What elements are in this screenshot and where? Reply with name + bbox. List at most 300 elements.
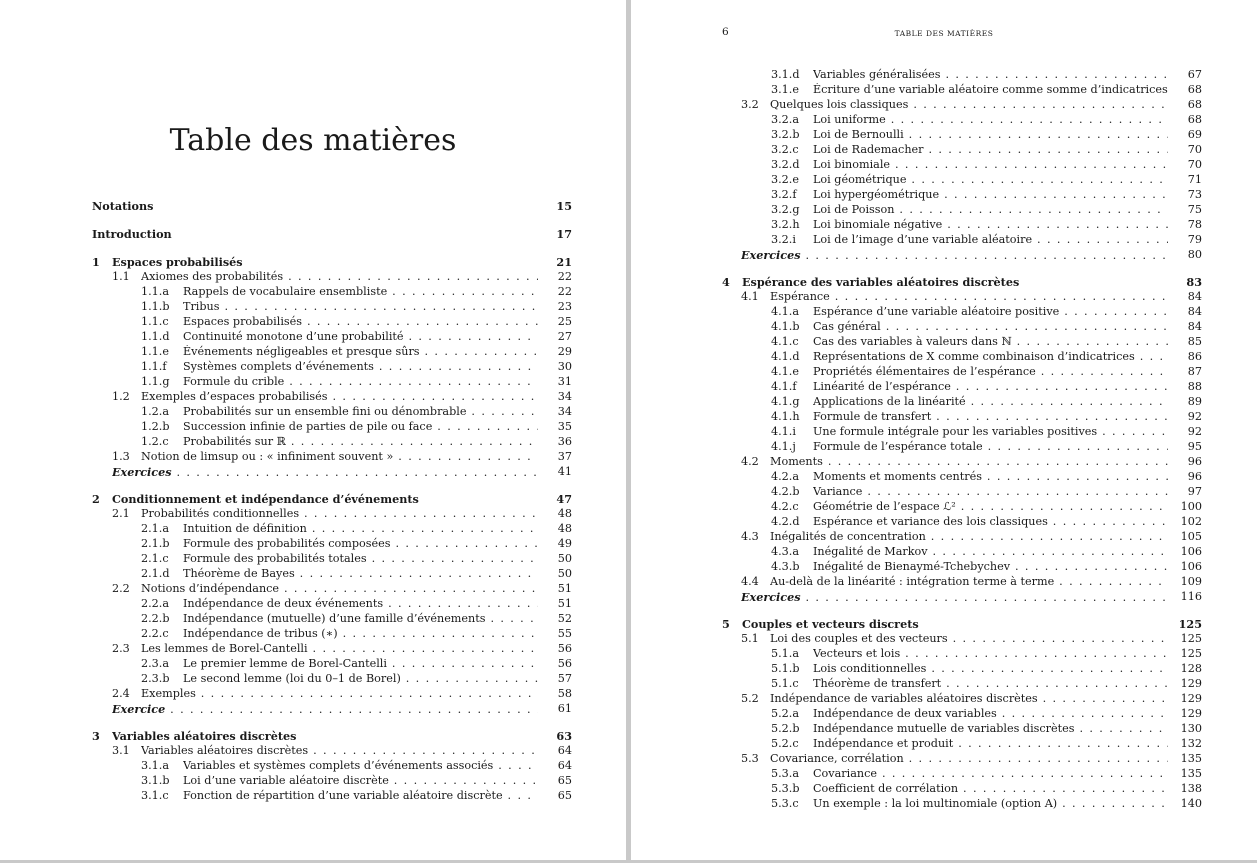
toc-entry	[741, 692, 1202, 706]
toc-entry-page: 31	[557, 375, 572, 388]
toc-entry-title	[183, 300, 538, 314]
toc-entry-page: 22	[557, 285, 572, 298]
toc-entry-number: 5.2.c	[771, 737, 799, 750]
toc-entry-title-text: Formule des probabilités totales	[183, 552, 367, 565]
toc-entry	[741, 248, 1202, 262]
toc-entry-page: 92	[1187, 425, 1202, 438]
toc-entry	[741, 632, 1202, 646]
toc-entry-title-text: Covariance	[813, 767, 877, 780]
toc-entry-number: 2.3.b	[141, 672, 170, 685]
toc-entry-page: 57	[557, 672, 572, 685]
toc-entry-title-text: Une formule intégrale pour les variables positives	[813, 425, 1098, 438]
toc-entry	[141, 345, 572, 359]
toc-entry-page: 129	[1180, 692, 1202, 705]
toc-entry	[112, 450, 572, 464]
toc-entry-title	[183, 345, 538, 359]
toc-entry-number: 1.3	[112, 450, 130, 463]
toc-entry-title-text: Succession infinie de parties de pile ou face	[183, 420, 433, 433]
toc-entry-page: 48	[557, 507, 572, 520]
toc-entry-title	[183, 612, 538, 626]
toc-entry-number: 5.1	[741, 632, 759, 645]
toc-entry	[141, 597, 572, 611]
toc-entry-title-text: Moments et moments centrés	[813, 470, 982, 483]
header-running-title: TABLE DES MATIÈRES	[894, 29, 994, 38]
toc-entry-title	[813, 203, 1168, 217]
toc-entry-title	[183, 315, 538, 329]
toc-entry	[771, 440, 1202, 454]
toc-entry-title-text: Exemples d’espaces probabilisés	[141, 390, 328, 403]
toc-entry-title	[813, 707, 1168, 721]
toc-entry-title	[813, 767, 1168, 781]
toc-entry-title-text: Inégalités de concentration	[770, 530, 926, 543]
toc-entry	[771, 545, 1202, 559]
toc-entry-title-text: Indépendance de deux variables	[813, 707, 997, 720]
toc-entry-page: 65	[557, 789, 572, 802]
toc-entry-number: 5.3.c	[771, 797, 799, 810]
toc-entry-title-text: Le premier lemme de Borel-Cantelli	[183, 657, 387, 670]
toc-entry-title	[141, 450, 538, 464]
toc-entry-title-text: Continuité monotone d’une probabilité	[183, 330, 404, 343]
toc-entry-page: 36	[557, 435, 572, 448]
toc-entry-page: 23	[557, 300, 572, 313]
toc-entry-title-text: Événements négligeables et presque sûrs	[183, 345, 420, 358]
toc-entry-title-text: Probabilités sur un ensemble fini ou dénombrable	[183, 405, 467, 418]
toc-entry-page: 84	[1187, 305, 1202, 318]
toc-entry-page: 130	[1180, 722, 1202, 735]
toc-entry-number: 3.2.e	[771, 173, 799, 186]
toc-entry-page: 95	[1187, 440, 1202, 453]
toc-entry-title-text: Loi de Poisson	[813, 203, 895, 216]
toc-entry-title	[813, 470, 1168, 484]
toc-entry	[112, 465, 572, 479]
toc-entry-number: 4.1.g	[771, 395, 800, 408]
toc-entry-title-text: Probabilités sur ℝ	[183, 435, 286, 448]
toc-entry-title	[183, 672, 538, 686]
toc-entry-title-text: Conditionnement et indépendance d’événements	[112, 492, 419, 506]
toc-entry-number: 1.2.b	[141, 420, 170, 433]
toc-entry	[771, 83, 1202, 97]
toc-entry-page: 105	[1180, 530, 1202, 543]
toc-entry-title-text: Espérance et variance des lois classiques	[813, 515, 1048, 528]
toc-entry-number: 4.3	[741, 530, 759, 543]
toc-entry-title	[813, 797, 1168, 811]
toc-entry	[771, 68, 1202, 82]
toc-entry-page: 83	[1186, 275, 1202, 289]
toc-entry-title-text: Espaces probabilisés	[183, 315, 302, 328]
toc-entry-number: 3.1.e	[771, 83, 799, 96]
toc-entry-number: 4.1.h	[771, 410, 800, 423]
toc-entry-number: 2.2	[112, 582, 130, 595]
toc-entry-page: 51	[557, 597, 572, 610]
toc-entry-number: 2.1	[112, 507, 130, 520]
toc-entry-title-text: Axiomes des probabilités	[141, 270, 284, 283]
toc-entry-number: 2.2.a	[141, 597, 170, 610]
toc-entry-number: 1.1.d	[141, 330, 170, 343]
toc-entry-page: 125	[1180, 632, 1202, 645]
toc-entry	[141, 330, 572, 344]
toc-entry	[141, 300, 572, 314]
toc-entry-page: 65	[557, 774, 572, 787]
toc-entry-title-text: Rappels de vocabulaire ensembliste	[183, 285, 388, 298]
toc-entry-page: 55	[557, 627, 572, 640]
toc-entry	[771, 797, 1202, 811]
toc-entry-page: 48	[557, 522, 572, 535]
toc-entry-page: 138	[1180, 782, 1202, 795]
toc-entry-page: 70	[1187, 143, 1202, 156]
toc-entry-number: 5.1.a	[771, 647, 800, 660]
toc-entry-title	[813, 188, 1168, 202]
toc-entry	[112, 642, 572, 656]
toc-entry-title-text: Exercices	[741, 590, 801, 604]
toc-entry-title	[741, 248, 1168, 263]
toc-entry-page: 116	[1180, 590, 1202, 603]
toc-entry-title-text: Covariance, corrélation	[770, 752, 904, 765]
toc-entry	[141, 285, 572, 299]
toc-entry-title-text: Vecteurs et lois	[813, 647, 901, 660]
toc-entry-title	[813, 350, 1168, 364]
toc-entry-number: 5	[722, 617, 730, 631]
toc-entry	[92, 199, 572, 213]
toc-entry-title	[112, 465, 538, 480]
toc-entry-number: 3.2.h	[771, 218, 800, 231]
toc-entry	[771, 470, 1202, 484]
toc-entry	[771, 320, 1202, 334]
toc-entry-title-text: Loi de l’image d’une variable aléatoire	[813, 233, 1033, 246]
toc-entry-title	[141, 744, 538, 758]
toc-entry-title	[813, 677, 1168, 691]
toc-entry	[771, 128, 1202, 142]
toc-entry	[771, 782, 1202, 796]
toc-entry-title-text: Notion de limsup ou : « infiniment souvent »	[141, 450, 394, 463]
toc-entry-number: 5.2	[741, 692, 759, 705]
toc-entry-number: 5.2.b	[771, 722, 800, 735]
toc-entry-title	[183, 360, 538, 374]
toc-entry-title	[92, 227, 538, 241]
toc-entry-title-text: Loi binomiale	[813, 158, 891, 171]
toc-entry	[771, 113, 1202, 127]
toc-entry	[141, 522, 572, 536]
toc-entry	[771, 707, 1202, 721]
toc-entry-page: 58	[557, 687, 572, 700]
toc-entry-title	[813, 335, 1168, 349]
toc-entry-number: 4.1.i	[771, 425, 796, 438]
toc-entry-number: 1.1	[112, 270, 130, 283]
toc-entry-title-text: Lois conditionnelles	[813, 662, 927, 675]
toc-entry-page: 35	[557, 420, 572, 433]
toc-entry-page: 84	[1187, 320, 1202, 333]
toc-entry-title	[813, 395, 1168, 409]
toc-entry-number: 3.2.c	[771, 143, 799, 156]
toc-entry-title	[813, 218, 1168, 232]
toc-entry-title-text: Systèmes complets d’événements	[183, 360, 374, 373]
toc-entry	[141, 537, 572, 551]
toc-entry-number: 2.4	[112, 687, 130, 700]
toc-entry	[741, 575, 1202, 589]
toc-entry-page: 92	[1187, 410, 1202, 423]
toc-entry-title	[813, 305, 1168, 319]
toc-entry-title-text: Théorème de Bayes	[183, 567, 295, 580]
toc-entry-title	[112, 702, 538, 717]
toc-entry-page: 17	[556, 227, 572, 241]
toc-entry-number: 4.1.e	[771, 365, 799, 378]
toc-entry-page: 29	[557, 345, 572, 358]
toc-entry-title	[813, 515, 1168, 529]
toc-entry-title	[813, 113, 1168, 127]
toc-entry-title	[813, 173, 1168, 187]
toc-entry-page: 64	[557, 744, 572, 757]
toc-entry-number: 4.2.c	[771, 500, 799, 513]
toc-entry-page: 50	[557, 567, 572, 580]
toc-entry-number: 1	[92, 255, 100, 269]
toc-entry-number: 4.1.b	[771, 320, 800, 333]
toc-entry-title-text: Indépendance de variables aléatoires discrètes	[770, 692, 1038, 705]
toc-entry-page: 56	[557, 642, 572, 655]
toc-entry-number: 4.2.d	[771, 515, 800, 528]
toc-entry	[92, 729, 572, 743]
toc-entry-title	[183, 537, 538, 551]
toc-entry-number: 3.1.c	[141, 789, 169, 802]
toc-entry-title	[92, 199, 538, 213]
toc-entry-title	[813, 233, 1168, 247]
toc-entry-number: 4	[722, 275, 730, 289]
toc-entry-title	[183, 627, 538, 641]
toc-entry-page: 47	[556, 492, 572, 506]
toc-entry-number: 3.2.b	[771, 128, 800, 141]
toc-entry-title	[770, 290, 1168, 304]
toc-entry-title	[183, 552, 538, 566]
toc-entry-title-text: Cas des variables à valeurs dans ℕ	[813, 335, 1012, 348]
toc-entry-page: 56	[557, 657, 572, 670]
toc-entry	[141, 435, 572, 449]
toc-entry-page: 87	[1187, 365, 1202, 378]
toc-entry-title	[141, 642, 538, 656]
toc-entry-title-text: Loi de Rademacher	[813, 143, 924, 156]
toc-entry-title	[183, 375, 538, 389]
toc-entry	[741, 290, 1202, 304]
toc-entry-page: 79	[1187, 233, 1202, 246]
toc-entry-title-text: Propriétés élémentaires de l’espérance	[813, 365, 1036, 378]
toc-entry-number: 3.1	[112, 744, 130, 757]
toc-entry-title	[183, 405, 538, 419]
toc-entry-title	[770, 692, 1168, 706]
toc-entry-title	[813, 500, 1168, 514]
toc-entry-number: 2.1.c	[141, 552, 169, 565]
toc-entry-title	[112, 729, 538, 743]
toc-entry-page: 69	[1187, 128, 1202, 141]
toc-entry-number: 3.2.d	[771, 158, 800, 171]
toc-entry-title	[813, 68, 1168, 82]
toc-entry-title-text: Un exemple : la loi multinomiale (option A)	[813, 797, 1058, 810]
toc-entry-page: 25	[557, 315, 572, 328]
toc-entry-page: 73	[1187, 188, 1202, 201]
toc-entry-page: 63	[556, 729, 572, 743]
toc-entry-title-text: Espérance d’une variable aléatoire positive	[813, 305, 1060, 318]
toc-entry-page: 68	[1187, 113, 1202, 126]
toc-entry-title-text: Notions d’indépendance	[141, 582, 280, 595]
right-page	[631, 0, 1257, 860]
toc-entry-number: 2.2.b	[141, 612, 170, 625]
toc-entry-title-text: Inégalité de Bienaymé-Tchebychev	[813, 560, 1011, 573]
toc-entry-page: 41	[557, 465, 572, 478]
toc-entry-page: 125	[1178, 617, 1202, 631]
toc-entry	[141, 360, 572, 374]
toc-entry-title-text: Représentations de X comme combinaison d’indicatrices	[813, 350, 1135, 363]
toc-entry-title	[770, 530, 1168, 544]
toc-entry	[141, 375, 572, 389]
toc-entry-title-text: Exercices	[112, 465, 172, 479]
toc-entry-number: 2.2.c	[141, 627, 169, 640]
toc-entry-title	[813, 410, 1168, 424]
toc-entry	[741, 455, 1202, 469]
toc-entry	[141, 552, 572, 566]
toc-entry	[141, 612, 572, 626]
toc-entry	[771, 485, 1202, 499]
toc-entry-page: 22	[557, 270, 572, 283]
toc-entry-title-text: Formule de transfert	[813, 410, 932, 423]
toc-entry-number: 3.1.b	[141, 774, 170, 787]
toc-entry	[141, 657, 572, 671]
toc-entry	[741, 530, 1202, 544]
toc-entry-title-text: Variables aléatoires discrètes	[112, 729, 297, 743]
toc-entry-title-text: Indépendance de tribus (∗)	[183, 627, 338, 640]
toc-entry-number: 1.2.a	[141, 405, 170, 418]
toc-entry	[771, 173, 1202, 187]
toc-entry-page: 61	[557, 702, 572, 715]
toc-entry-page: 30	[557, 360, 572, 373]
toc-entry-title-text: Loi géométrique	[813, 173, 907, 186]
toc-entry	[722, 275, 1202, 289]
toc-entry-title	[770, 575, 1168, 589]
toc-entry-page: 70	[1187, 158, 1202, 171]
toc-entry	[141, 315, 572, 329]
toc-entry-page: 135	[1180, 752, 1202, 765]
toc-entry-title-text: Tribus	[183, 300, 220, 313]
toc-entry-title-text: Indépendance et produit	[813, 737, 954, 750]
toc-entry-title	[813, 158, 1168, 172]
toc-entry	[771, 500, 1202, 514]
toc-entry-title-text: Espérance des variables aléatoires discrètes	[742, 275, 1020, 289]
toc-entry	[112, 744, 572, 758]
toc-entry-title-text: Au-delà de la linéarité : intégration terme à terme	[770, 575, 1055, 588]
toc-entry-title-text: Formule du crible	[183, 375, 285, 388]
toc-entry	[771, 335, 1202, 349]
toc-entry-title	[742, 617, 1168, 631]
toc-entry-page: 68	[1187, 83, 1202, 96]
toc-entry-page: 100	[1180, 500, 1202, 513]
toc-entry-title-text: Indépendance mutuelle de variables discrètes	[813, 722, 1075, 735]
toc-entry-title	[183, 420, 538, 434]
toc-entry-title	[813, 722, 1168, 736]
toc-entry	[771, 218, 1202, 232]
toc-entry-title	[813, 782, 1168, 796]
toc-entry-page: 135	[1180, 767, 1202, 780]
toc-entry-title	[183, 789, 538, 803]
toc-entry-number: 2.1.b	[141, 537, 170, 550]
toc-entry-title	[813, 365, 1168, 379]
toc-entry-number: 4.2	[741, 455, 759, 468]
toc-entry-number: 4.4	[741, 575, 759, 588]
toc-entry-number: 5.3.b	[771, 782, 800, 795]
toc-entry-title	[183, 435, 538, 449]
toc-entry-page: 34	[557, 405, 572, 418]
toc-entry	[722, 617, 1202, 631]
toc-entry	[112, 582, 572, 596]
toc-entry	[771, 350, 1202, 364]
toc-entry-page: 106	[1180, 560, 1202, 573]
toc-entry	[771, 233, 1202, 247]
toc-entry-page: 106	[1180, 545, 1202, 558]
toc-entry-page: 64	[557, 759, 572, 772]
toc-entry-title-text: Moments	[770, 455, 823, 468]
toc-entry-number: 3.2.g	[771, 203, 800, 216]
toc-entry-title	[813, 128, 1168, 142]
toc-entry-title	[813, 83, 1168, 97]
toc-entry-title-text: Linéarité de l’espérance	[813, 380, 951, 393]
toc-entry-page: 132	[1180, 737, 1202, 750]
toc-entry-title-text: Loi d’une variable aléatoire discrète	[183, 774, 389, 787]
toc-entry-number: 1.2.c	[141, 435, 169, 448]
toc-entry	[771, 737, 1202, 751]
toc-entry	[741, 590, 1202, 604]
toc-entry	[771, 560, 1202, 574]
toc-entry	[771, 188, 1202, 202]
toc-entry-title-text: Théorème de transfert	[813, 677, 942, 690]
toc-entry-number: 5.1.c	[771, 677, 799, 690]
toc-entry	[741, 98, 1202, 112]
toc-entry	[141, 789, 572, 803]
toc-entry-title	[813, 662, 1168, 676]
toc-entry-page: 50	[557, 552, 572, 565]
toc-entry-number: 2.3	[112, 642, 130, 655]
toc-entry-title	[813, 485, 1168, 499]
toc-entry-number: 1.1.f	[141, 360, 167, 373]
toc-entry-title	[112, 492, 538, 506]
toc-entry-title	[770, 455, 1168, 469]
toc-entry-title-text: Loi uniforme	[813, 113, 886, 126]
toc-entry-title-text: Variables et systèmes complets d’événements associés	[183, 759, 494, 772]
toc-entry	[771, 395, 1202, 409]
toc-entry-title-text: Les lemmes de Borel-Cantelli	[141, 642, 308, 655]
toc-entry	[771, 143, 1202, 157]
toc-entry-title	[183, 285, 538, 299]
toc-entry-page: 80	[1187, 248, 1202, 261]
toc-entry	[141, 774, 572, 788]
toc-entry	[92, 492, 572, 506]
toc-entry-title-text: Formule de l’espérance totale	[813, 440, 983, 453]
toc-entry	[771, 722, 1202, 736]
toc-entry-number: 4.1	[741, 290, 759, 303]
toc-entry-page: 96	[1187, 470, 1202, 483]
toc-entry-title-text: Loi binomiale négative	[813, 218, 943, 231]
left-page	[0, 0, 626, 860]
toc-entry-title-text: Inégalité de Markov	[813, 545, 928, 558]
toc-entry-page: 97	[1187, 485, 1202, 498]
toc-entry	[141, 759, 572, 773]
page-title: Table des matières	[169, 123, 457, 158]
toc-entry-title-text: Variance	[813, 485, 863, 498]
toc-entry-title-text: Espérance	[770, 290, 830, 303]
toc-entry-number: 4.1.a	[771, 305, 800, 318]
toc-entry-title	[813, 545, 1168, 559]
toc-entry-page: 75	[1187, 203, 1202, 216]
toc-entry-title-text: Fonction de répartition d’une variable aléatoire discrète	[183, 789, 503, 802]
toc-entry-title	[813, 143, 1168, 157]
toc-entry	[771, 380, 1202, 394]
toc-entry-title-text: Loi de Bernoulli	[813, 128, 904, 141]
toc-entry-title-text: Couples et vecteurs discrets	[742, 617, 919, 631]
toc-entry-number: 2.1.a	[141, 522, 170, 535]
toc-entry-page: 27	[557, 330, 572, 343]
